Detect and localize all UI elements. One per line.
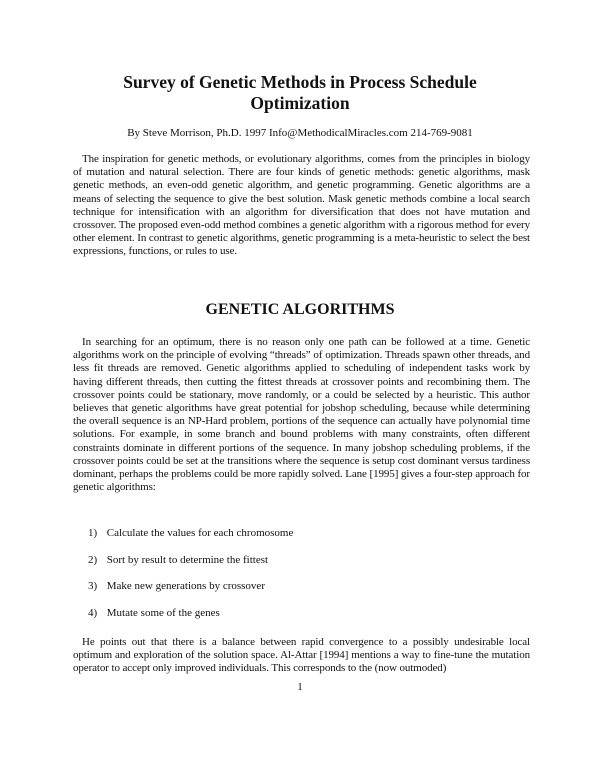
list-item <box>88 553 293 580</box>
page-number: 1 <box>297 681 303 693</box>
list-item-number: 4) <box>88 606 98 619</box>
list-item-number: 3) <box>88 580 98 592</box>
list-item-text: Sort by result to determine the fittest <box>106 553 269 566</box>
list-item <box>88 526 293 553</box>
paper-title: Survey of Genetic Methods in Process Schedule Optimization <box>123 72 477 113</box>
list-item-text: Make new generations by crossover <box>106 580 265 592</box>
section-heading: GENETIC ALGORITHMS <box>205 301 395 318</box>
step-list <box>88 526 293 632</box>
body-paragraph: In searching for an optimum, there is no reason only one path can be followed at a time. Genetic algorithms work on the principle of evolving “threads” of optimization. Threads spawn other threads, and less fit threads are removed. Genetic algorithms applied to scheduling of independent tasks work by having different threads, then cutting the fittest threads at crossover points and recombining them. The crossover points could be stationary, move randomly, or a could be selected by a heuristic. This author believes that genetic algorithms have great potential for jobshop scheduling, because while determining the overall sequence is an NP-Hard problem, portions of the sequence can actually have polynomial time solutions. For example, in some branch and bound problems with many constraints, often different constraints dominate in different portions of the sequence. In many jobshop scheduling problems, if the crossover points could be set at the transitions where the sequence is setup cost dominant versus tardiness dominant, perhaps the problems could be more rapidly solved. Lane [1995] gives a four-step approach for genetic algorithms: <box>73 336 530 494</box>
list-item <box>88 606 293 633</box>
body-paragraph: He points out that there is a balance between rapid convergence to a possibly undesirable local optimum and exploration of the solution space. Al-Attar [1994] mentions a way to fine-tune the mutation operator to accept only improved individuals. This corresponds to the (now outmoded) <box>73 636 530 675</box>
list-item <box>88 579 293 606</box>
list-item-number: 1) <box>88 527 98 539</box>
author-byline: By Steve Morrison, Ph.D. 1997 Info@MethodicalMiracles.com 214-769-9081 <box>127 127 473 139</box>
list-item-text: Mutate some of the genes <box>106 606 220 619</box>
list-item-number: 2) <box>88 553 98 566</box>
abstract-paragraph: The inspiration for genetic methods, or evolutionary algorithms, comes from the principles in biology of mutation and natural selection. There are four kinds of genetic methods: genetic algorithms, mask genetic methods, an even-odd genetic algorithm, and genetic programming. Genetic algorithms are a means of selecting the sequence to give the best solution. Mask genetic methods combine a local search technique for intensification with an algorithm for diversification that does not have mutation and crossover. The proposed even-odd method combines a genetic algorithm with a rigorous method for every other element. In contrast to genetic algorithms, genetic programming is a meta-heuristic to select the best expressions, functions, or rules to use. <box>73 153 530 258</box>
list-item-text: Calculate the values for each chromosome <box>106 527 294 539</box>
